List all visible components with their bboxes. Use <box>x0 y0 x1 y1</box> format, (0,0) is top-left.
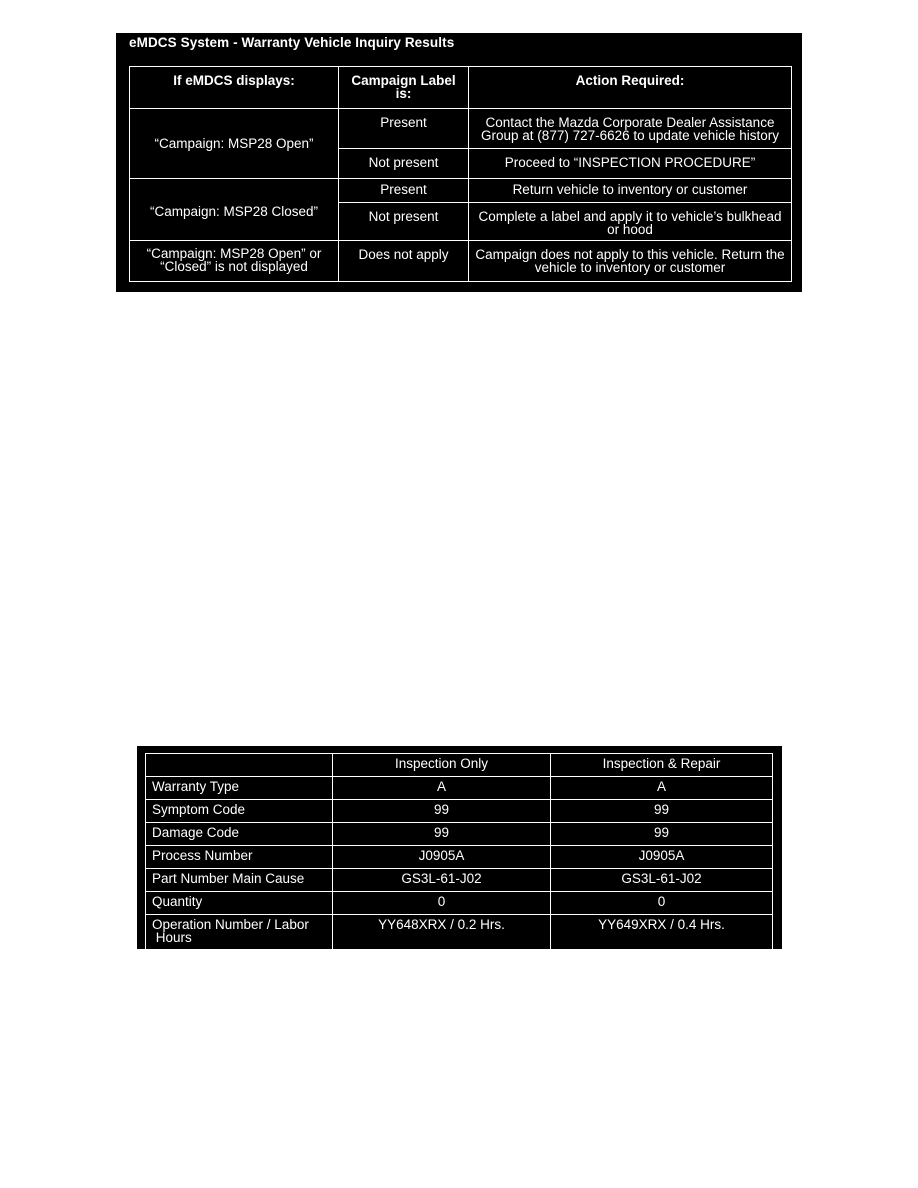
inspection-only-value: GS3L-61-J02 <box>333 869 551 892</box>
table-row <box>146 869 773 892</box>
warranty-claim-panel <box>137 746 782 949</box>
inquiry-results-panel <box>116 33 802 292</box>
inquiry-results-title: eMDCS System - Warranty Vehicle Inquiry Results <box>129 35 455 50</box>
action-cell: Return vehicle to inventory or customer <box>469 179 792 203</box>
action-cell: Contact the Mazda Corporate Dealer Assistance Group at (877) 727-6626 to update vehicle history <box>469 109 792 149</box>
action-cell: Proceed to “INSPECTION PROCEDURE” <box>469 149 792 179</box>
row-label: Operation Number / Labor Hours <box>146 915 333 955</box>
label-cell: Not present <box>339 149 469 179</box>
header-inspection-only: Inspection Only <box>333 754 551 777</box>
label-cell: Not present <box>339 203 469 241</box>
row-label: Process Number <box>146 846 333 869</box>
table-row <box>146 892 773 915</box>
action-cell: Campaign does not apply to this vehicle. Return the vehicle to inventory or customer <box>469 241 792 282</box>
inspection-only-value: 99 <box>333 800 551 823</box>
inspection-repair-value: YY649XRX / 0.4 Hrs. <box>551 915 773 955</box>
inquiry-results-table <box>129 66 792 282</box>
label-cell: Does not apply <box>339 241 469 282</box>
row-label: Damage Code <box>146 823 333 846</box>
inspection-only-value: YY648XRX / 0.2 Hrs. <box>333 915 551 955</box>
header-campaign-label: Campaign Label is: <box>339 67 469 109</box>
display-cell: “Campaign: MSP28 Open” <box>130 109 339 179</box>
inspection-repair-value: A <box>551 777 773 800</box>
inquiry-row <box>130 109 792 149</box>
table-row <box>146 915 773 955</box>
warranty-header-row <box>146 754 773 777</box>
inspection-repair-value: 99 <box>551 823 773 846</box>
inspection-only-value: 99 <box>333 823 551 846</box>
row-label: Part Number Main Cause <box>146 869 333 892</box>
inquiry-row <box>130 179 792 203</box>
row-label: Quantity <box>146 892 333 915</box>
table-row <box>146 823 773 846</box>
inspection-repair-value: 99 <box>551 800 773 823</box>
inspection-repair-value: J0905A <box>551 846 773 869</box>
warranty-claim-table <box>145 753 773 955</box>
display-cell: “Campaign: MSP28 Open” or “Closed” is not displayed <box>130 241 339 282</box>
table-row <box>146 800 773 823</box>
label-cell: Present <box>339 109 469 149</box>
inspection-repair-value: GS3L-61-J02 <box>551 869 773 892</box>
table-row <box>146 846 773 869</box>
header-inspection-repair: Inspection & Repair <box>551 754 773 777</box>
inspection-only-value: J0905A <box>333 846 551 869</box>
label-cell: Present <box>339 179 469 203</box>
inquiry-row <box>130 241 792 282</box>
display-cell: “Campaign: MSP28 Closed” <box>130 179 339 241</box>
inspection-only-value: A <box>333 777 551 800</box>
row-label: Symptom Code <box>146 800 333 823</box>
table-row <box>146 777 773 800</box>
inspection-only-value: 0 <box>333 892 551 915</box>
header-if-displays: If eMDCS displays: <box>130 67 339 109</box>
inspection-repair-value: 0 <box>551 892 773 915</box>
row-label: Warranty Type <box>146 777 333 800</box>
header-blank <box>146 754 333 777</box>
action-cell: Complete a label and apply it to vehicle’s bulkhead or hood <box>469 203 792 241</box>
inquiry-header-row <box>130 67 792 109</box>
header-action-required: Action Required: <box>469 67 792 109</box>
